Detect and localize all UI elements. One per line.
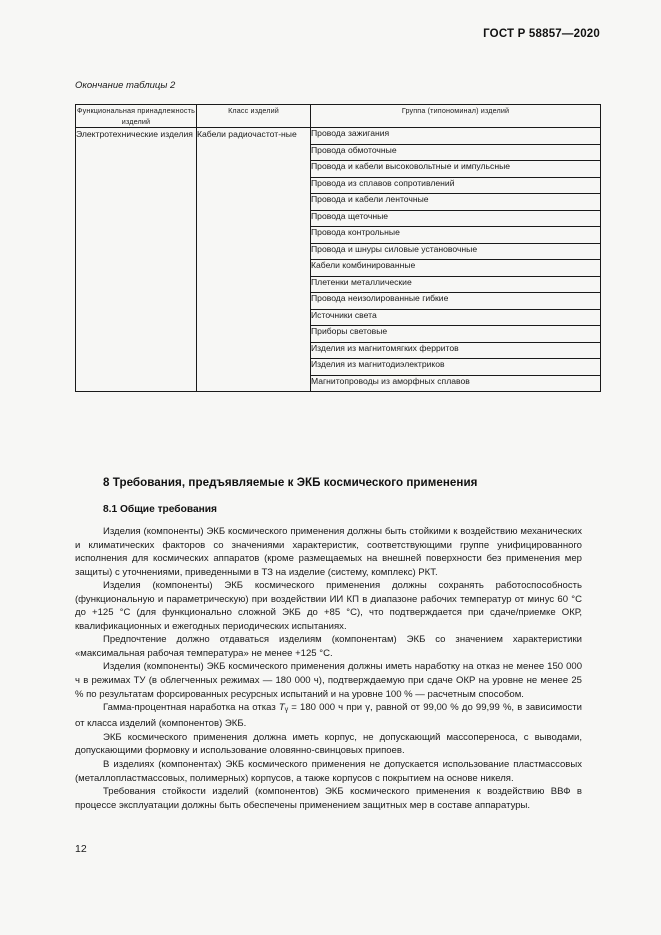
table-header-cell-2: Класс изделий — [197, 105, 311, 128]
page-header: ГОСТ Р 58857—2020 — [483, 28, 600, 40]
cell-product-group: Провода и кабели ленточные — [311, 194, 601, 211]
paragraph-6: ЭКБ космического применения должна иметь корпус, не допускающий массопереноса, с выводами, допускающими формовку и использование оловянно-свинцовых припоев. — [75, 731, 582, 757]
cell-product-group: Плетенки металлические — [311, 276, 601, 293]
symbol-T: T — [278, 702, 285, 714]
cell-product-group: Провода обмоточные — [311, 144, 601, 161]
table-caption: Окончание таблицы 2 — [75, 80, 176, 91]
table-row — [76, 128, 601, 145]
table-header-row — [76, 105, 601, 128]
paragraph-7: В изделиях (компонентах) ЭКБ космического применения не допускается использование пластмассовых (металлопластмассовых, полимерных) корпусов, а также корпусов с покрытием на основе никеля. — [75, 759, 582, 784]
subsection-title: 8.1 Общие требования — [103, 504, 217, 515]
paragraph-4: Изделия (компоненты) ЭКБ космического применения должны иметь наработку на отказ не менее 150 000 ч в режимах ТУ (в облегченных режимах — 180 000 ч), подтверждаемую при сдаче ОКР на уровне не менее 25 % по результатам форсированных ресурсных испытаний и на уровне 100 % — расчетным способом. — [75, 661, 582, 700]
cell-product-group: Кабели комбинированные — [311, 260, 601, 277]
table-header-cell-1: Функциональная принадлежность изделий — [77, 106, 195, 127]
symbol-gamma-subscript: γ — [284, 706, 289, 714]
paragraph-3: Предпочтение должно отдаваться изделиям (компонентам) ЭКБ со значением характеристики «максимальная рабочая температура» не менее +125 °С. — [75, 634, 582, 659]
cell-product-group: Провода зажигания — [311, 128, 601, 145]
paragraph-2: Изделия (компоненты) ЭКБ космического применения должны сохранять работоспособность (функциональную и параметрическую) при воздействии ИИ КП в диапазоне рабочих температур от минус 60 °С до +125 °С (для функционально сложной ЭКБ до +85 °С), что подтверждается при сдаче/приемке ОКР, квалификационных и ежегодных периодических испытаниях. — [75, 580, 582, 632]
paragraph-5 — [75, 701, 582, 731]
paragraph-8: Требования стойкости изделий (компонентов) ЭКБ космического применения к воздействию ВВФ в процессе эксплуатации должны быть обеспечены применением защитных мер в составе аппаратуры. — [75, 786, 582, 811]
section-title: 8 Требования, предъявляемые к ЭКБ космического применения — [103, 476, 478, 489]
table-body — [76, 128, 601, 392]
cell-product-group: Провода щеточные — [311, 210, 601, 227]
cell-product-group: Провода и шнуры силовые установочные — [311, 243, 601, 260]
cell-functional-group: Электротехнические изделия — [76, 128, 197, 392]
body-text — [75, 525, 582, 812]
paragraph-1: Изделия (компоненты) ЭКБ космического применения должны быть стойкими к воздействию механических и климатических факторов со значениями характеристик, соответствующими группе унифицированного исполнения для космических аппаратов (кроме размещаемых на внешней поверхности без применения мер защиты) с уточнениями, приведенными в ТЗ на изделие (систему, комплекс) РКТ. — [75, 526, 582, 578]
table-head — [76, 105, 601, 128]
cell-product-class: Кабели радиочастот-ные — [197, 128, 311, 392]
cell-product-group: Провода из сплавов сопротивлений — [311, 177, 601, 194]
cell-product-group: Провода контрольные — [311, 227, 601, 244]
table-header-cell-3: Группа (типономинал) изделий — [311, 105, 601, 128]
cell-product-group: Магнитопроводы из аморфных сплавов — [311, 375, 601, 392]
cell-product-group: Источники света — [311, 309, 601, 326]
paragraph-5-post: = 180 000 ч при γ, равной от 99,00 % до 99,99 %, в зависимости от класса изделий (компонентов) ЭКБ. — [75, 702, 583, 730]
cell-product-group: Изделия из магнитодиэлектриков — [311, 359, 601, 376]
cell-product-group: Изделия из магнитомягких ферритов — [311, 342, 601, 359]
paragraph-5-pre: Гамма-процентная наработка на отказ — [103, 702, 279, 714]
page-number: 12 — [75, 843, 87, 855]
cell-product-group: Провода неизолированные гибкие — [311, 293, 601, 310]
cell-product-group: Провода и кабели высоковольтные и импульсные — [311, 161, 601, 178]
products-table — [75, 104, 601, 392]
cell-product-group: Приборы световые — [311, 326, 601, 343]
